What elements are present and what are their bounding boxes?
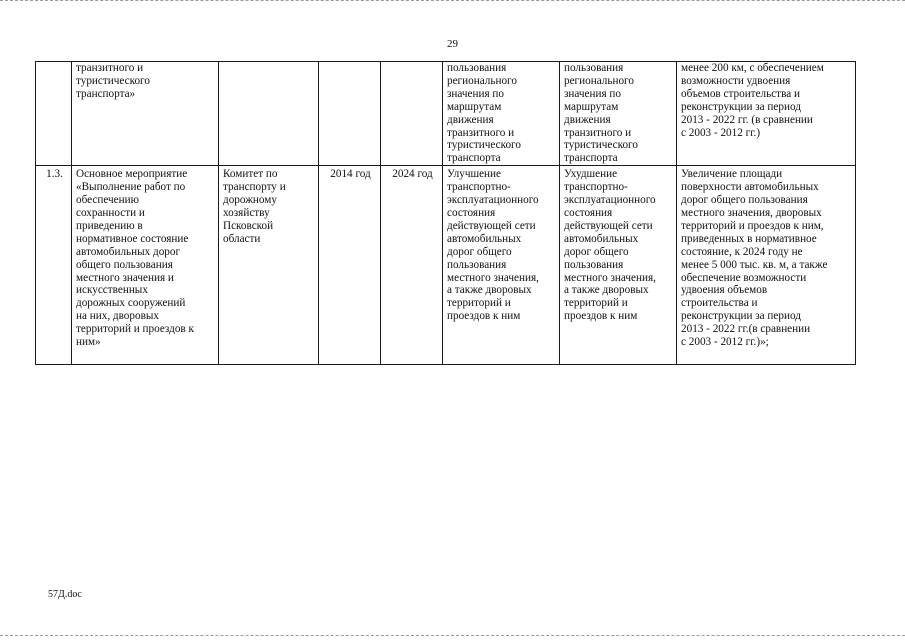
cell-text-line: эксплуатационного: [447, 194, 539, 207]
cell-text-line: пользования: [564, 258, 624, 271]
cell-text-line: нормативное состояние: [76, 232, 189, 245]
cell-text-line: транзитного и: [76, 62, 144, 74]
cell-text-line: транспорту и: [223, 181, 286, 194]
scan-edge-bottom: [0, 635, 905, 638]
cell-text-line: маршрутам: [447, 100, 502, 113]
cell-text-line: возможности удвоения: [681, 74, 791, 87]
cell-non-implementation-consequences: [560, 62, 677, 166]
cell-text-line: туристического: [447, 139, 521, 152]
cell-text-line: искусственных: [76, 284, 148, 297]
cell-text-line: местного значения,: [447, 271, 539, 284]
cell-measure-name: [72, 62, 219, 166]
cell-text-line: удвоения объемов: [681, 284, 768, 297]
cell-text-line: эксплуатационного: [564, 194, 656, 207]
cell-text-line: поверхности автомобильных: [681, 181, 819, 194]
cell-text-line: значения по: [564, 87, 622, 100]
cell-measure-name: [72, 166, 219, 365]
cell-text-line: обеспечению: [76, 194, 139, 207]
cell-text-line: Псковской: [223, 219, 274, 232]
cell-text-line: объемов строительства и: [681, 87, 800, 100]
file-name: 57Д.doc: [48, 589, 82, 600]
cell-text-line: действующей сети: [564, 219, 653, 232]
cell-text-line: «Выполнение работ по: [76, 181, 186, 194]
cell-text-line: регионального: [564, 74, 634, 87]
cell-text-line: состояния: [447, 206, 496, 219]
cell-text-line: автомобильных: [447, 232, 522, 245]
cell-text-line: с 2003 - 2012 гг.): [681, 126, 761, 139]
cell-text-line: строительства и: [681, 297, 758, 310]
cell-non-implementation-consequences: [560, 166, 677, 365]
cell-text-line: регионального: [447, 74, 517, 87]
cell-text-line: 2013 - 2022 гг. (в сравнении: [681, 113, 813, 126]
cell-executor: [219, 62, 319, 166]
cell-number: [36, 166, 72, 365]
cell-text-line: приведенных в нормативное: [681, 232, 817, 245]
cell-text-line: местного значения и: [76, 271, 174, 284]
cell-text-line: Основное мероприятие: [76, 168, 188, 181]
cell-text-line: 2013 - 2022 гг.(в сравнении: [681, 323, 811, 336]
cell-text-line: менее 200 км, с обеспечением: [681, 62, 824, 74]
cell-text-line: маршрутам: [564, 100, 619, 113]
cell-text-line: местного значения,: [564, 271, 656, 284]
cell-start-year: [319, 62, 381, 166]
cell-text-line: движения: [447, 113, 494, 126]
cell-text-line: реконструкции за период: [681, 100, 801, 113]
cell-text-line: транспорта»: [76, 87, 136, 100]
cell-text-line: а также дворовых: [564, 284, 649, 297]
cell-text-line: транспорта: [447, 152, 501, 165]
cell-expected-result: [443, 166, 560, 365]
cell-text-line: проездов к ним: [564, 310, 638, 323]
cell-text-line: транспортно-: [447, 181, 511, 194]
cell-text-line: Увеличение площади: [681, 168, 783, 181]
cell-text-line: общего пользования: [76, 258, 173, 271]
cell-text-line: а также дворовых: [447, 284, 532, 297]
cell-text-line: дорог общего пользования: [681, 194, 808, 207]
cell-text-line: ним»: [76, 336, 101, 349]
cell-start-year: [319, 166, 381, 365]
cell-text-line: территорий и проездов к: [76, 323, 194, 336]
cell-text-line: дорожному: [223, 194, 277, 207]
cell-text-line: Улучшение: [447, 168, 501, 181]
cell-text-line: территорий и: [447, 297, 511, 310]
cell-end-year: [381, 62, 443, 166]
cell-text-line: местного значения, дворовых: [681, 206, 822, 219]
table-row: [36, 62, 856, 166]
cell-target-indicator: [677, 62, 856, 166]
table-row: [36, 166, 856, 365]
cell-text-line: территорий и проездов к ним,: [681, 219, 824, 232]
cell-text-line: транзитного и: [564, 126, 632, 139]
cell-text-line: транспортно-: [564, 181, 628, 194]
cell-text-line: 2024 год: [392, 168, 433, 181]
cell-text-line: 1.3.: [46, 168, 63, 181]
cell-text-line: области: [223, 232, 261, 245]
cell-text-line: движения: [564, 113, 611, 126]
cell-text-line: сохранности и: [76, 206, 145, 219]
cell-text-line: проездов к ним: [447, 310, 521, 323]
cell-text-line: автомобильных дорог: [76, 245, 181, 258]
cell-text-line: территорий и: [564, 297, 628, 310]
scan-edge-top: [0, 0, 905, 3]
cell-expected-result: [443, 62, 560, 166]
cell-text-line: дорог общего: [447, 245, 512, 258]
cell-text-line: пользования: [447, 62, 507, 74]
cell-number: [36, 62, 72, 166]
cell-text-line: приведению в: [76, 219, 143, 232]
cell-text-line: дорог общего: [564, 245, 629, 258]
cell-text-line: Комитет по: [223, 168, 278, 181]
cell-text-line: транзитного и: [447, 126, 515, 139]
cell-text-line: транспорта: [564, 152, 618, 165]
cell-text-line: хозяйству: [223, 206, 270, 219]
cell-text-line: пользования: [447, 258, 507, 271]
cell-text-line: действующей сети: [447, 219, 536, 232]
cell-text-line: на них, дворовых: [76, 310, 159, 323]
cell-text-line: состояние, к 2024 году не: [681, 245, 803, 258]
cell-text-line: с 2003 - 2012 гг.)»;: [681, 336, 769, 349]
cell-text-line: автомобильных: [564, 232, 639, 245]
cell-text-line: состояния: [564, 206, 613, 219]
cell-text-line: дорожных сооружений: [76, 297, 186, 310]
cell-executor: [219, 166, 319, 365]
cell-end-year: [381, 166, 443, 365]
cell-text-line: туристического: [564, 139, 638, 152]
cell-text-line: пользования: [564, 62, 624, 74]
program-measures-table: [35, 61, 856, 365]
cell-text-line: 2014 год: [330, 168, 371, 181]
cell-text-line: значения по: [447, 87, 505, 100]
cell-text-line: менее 5 000 тыс. кв. м, а также: [681, 258, 828, 271]
cell-text-line: обеспечение возможности: [681, 271, 807, 284]
cell-text-line: реконструкции за период: [681, 310, 801, 323]
page-number: 29: [447, 38, 458, 50]
cell-text-line: туристического: [76, 74, 150, 87]
cell-text-line: Ухудшение: [564, 168, 618, 181]
cell-target-indicator: [677, 166, 856, 365]
